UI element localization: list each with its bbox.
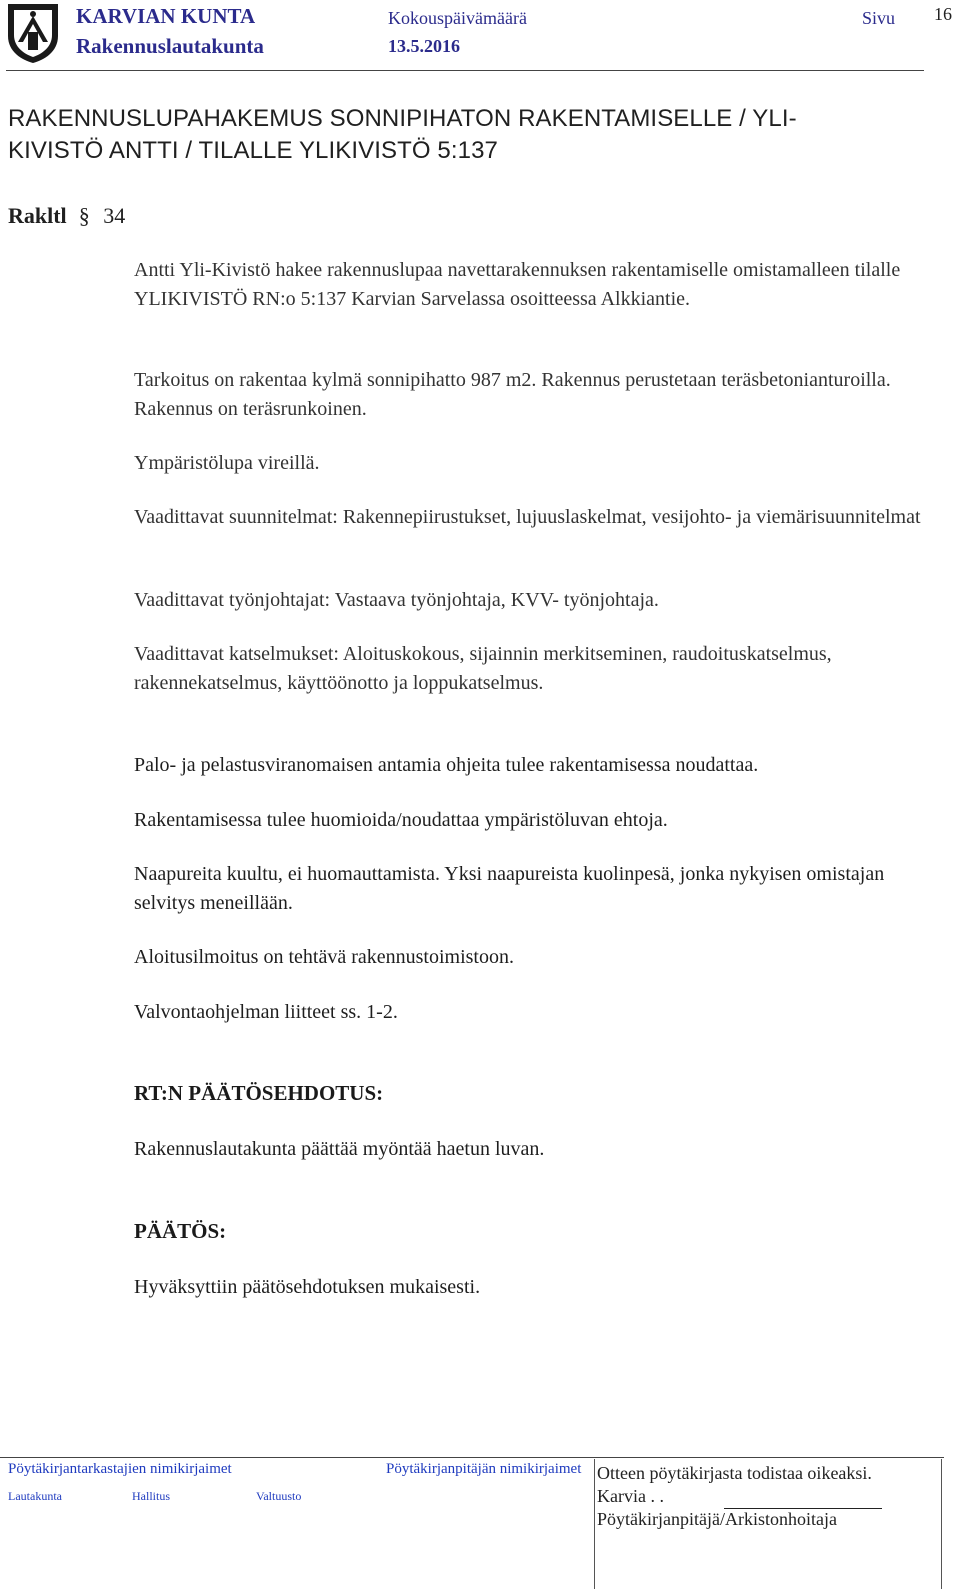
document-title-line-1: RAKENNUSLUPAHAKEMUS SONNIPIHATON RAKENTAMISELLE / YLI- <box>8 105 797 132</box>
header-divider <box>6 70 924 71</box>
paragraph-fire-authority: Palo- ja pelastusviranomaisen antamia ohjeita tulee rakentamisessa noudattaa. <box>134 754 759 776</box>
column-hallitus: Hallitus <box>132 1489 170 1503</box>
document-title-line-2: KIVISTÖ ANTTI / TILALLE YLIKIVISTÖ 5:137 <box>8 137 498 164</box>
organization-name: KARVIAN KUNTA <box>76 4 256 28</box>
column-valtuusto: Valtuusto <box>256 1489 302 1503</box>
section-number: 34 <box>103 203 126 228</box>
municipal-coat-of-arms-icon <box>6 2 60 64</box>
meeting-date-label: Kokouspäivämäärä <box>388 8 527 28</box>
document-title <box>8 103 938 167</box>
paragraph-neighbours: Naapureita kuultu, ei huomauttamista. Yksi naapureista kuolinpesä, jonka nykyisen omistajan selvitys meneillään. <box>134 863 885 914</box>
meeting-date: 13.5.2016 <box>388 36 460 56</box>
section-reference <box>8 203 125 229</box>
decision-text: Hyväksyttiin päätösehdotuksen mukaisesti. <box>134 1276 481 1298</box>
paragraph-attachments: Valvontaohjelman liitteet ss. 1-2. <box>134 1001 398 1023</box>
paragraph-start-notice: Aloitusilmoitus on tehtävä rakennustoimistoon. <box>134 946 514 968</box>
paragraph-required-supervisors: Vaadittavat työnjohtajat: Vastaava työnjohtaja, KVV- työnjohtaja. <box>134 589 659 611</box>
certification-place-date: Karvia . . <box>597 1486 664 1506</box>
board-name: Rakennuslautakunta <box>76 34 264 58</box>
proposal-text: Rakennuslautakunta päättää myöntää haetun luvan. <box>134 1138 545 1160</box>
proposal-heading: RT:N PÄÄTÖSEHDOTUS: <box>134 1081 384 1105</box>
column-lautakunta: Lautakunta <box>8 1489 62 1503</box>
inspectors-initials-label: Pöytäkirjantarkastajien nimikirjaimet <box>8 1461 232 1477</box>
page-number: 16 <box>934 4 952 24</box>
paragraph-purpose: Tarkoitus on rakentaa kylmä sonnipihatto 987 m2. Rakennus perustetaan teräsbetonianturoilla. Rakennus on teräsrunkoinen. <box>134 369 891 420</box>
paragraph-application: Antti Yli-Kivistö hakee rakennuslupaa navettarakennuksen rakentamiselle omistamalleen tilalle YLIKIVISTÖ RN:o 5:137 Karvian Sarvelassa osoitteessa Alkkiantie. <box>134 259 901 310</box>
keeper-initials-label: Pöytäkirjanpitäjän nimikirjaimet <box>386 1461 582 1477</box>
paragraph-required-inspections: Vaadittavat katselmukset: Aloituskokous, sijainnin merkitseminen, raudoituskatselmus, rakennekatselmus, käyttöönotto ja loppukatselmus. <box>134 643 832 694</box>
decision-heading: PÄÄTÖS: <box>134 1219 227 1243</box>
section-body: Rakltl <box>8 203 67 228</box>
section-sign: § <box>78 203 90 228</box>
certification-role: Pöytäkirjanpitäjä/Arkistonhoitaja <box>597 1509 837 1529</box>
footer-divider <box>0 1457 944 1458</box>
paragraph-environmental-permit: Ympäristölupa vireillä. <box>134 452 320 474</box>
page-label: Sivu <box>862 8 896 28</box>
certification-statement: Otteen pöytäkirjasta todistaa oikeaksi. <box>597 1463 872 1483</box>
paragraph-environment-conditions: Rakentamisessa tulee huomioida/noudattaa ympäristöluvan ehtoja. <box>134 809 668 831</box>
paragraph-required-plans: Vaadittavat suunnitelmat: Rakennepiirustukset, lujuuslaskelmat, vesijohto- ja viemärisuunnitelmat <box>134 506 921 528</box>
